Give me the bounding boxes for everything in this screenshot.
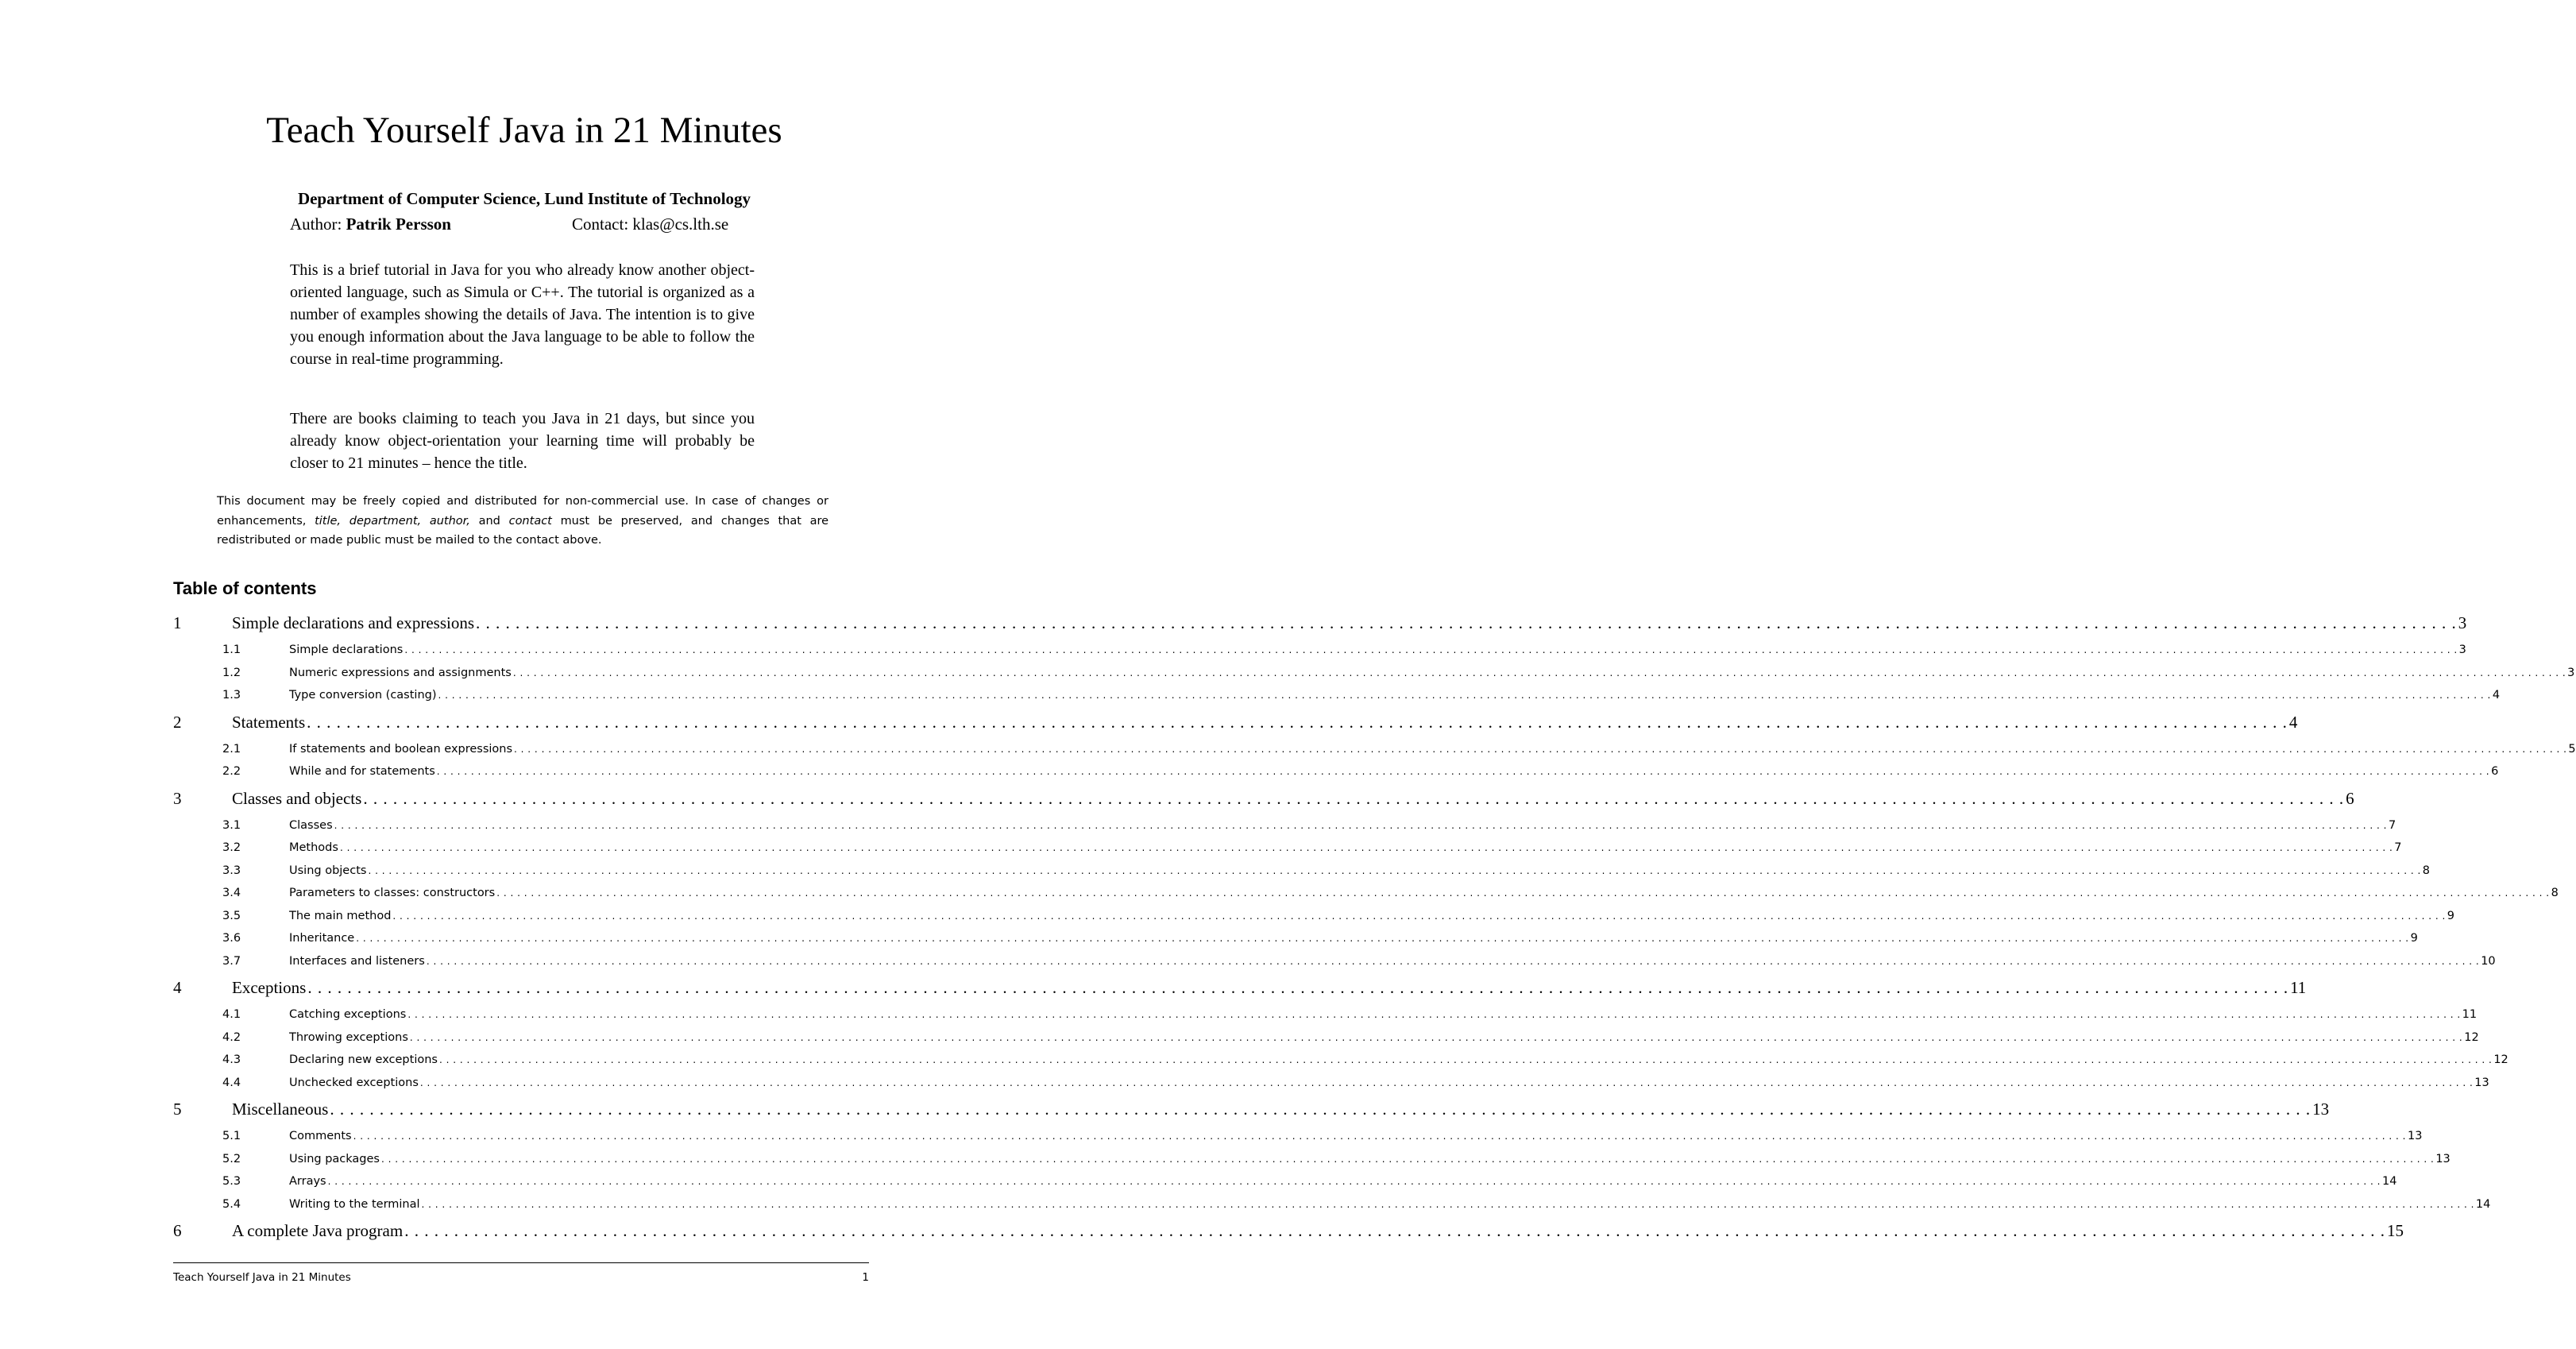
toc-subsection-row[interactable] bbox=[173, 684, 2501, 707]
toc-subsection-page: 3 bbox=[2458, 644, 2466, 656]
toc-subsection-number: 1.1 bbox=[222, 644, 241, 656]
toc-subsection-title: Throwing exceptions bbox=[289, 1030, 408, 1044]
toc-subsection-page: 13 bbox=[2474, 1076, 2489, 1089]
toc-subsection-row[interactable] bbox=[173, 1193, 2491, 1216]
toc-subsection-title: Inheritance bbox=[289, 932, 355, 945]
toc-subsection-row[interactable] bbox=[173, 814, 2396, 837]
toc-leader-dots: . . . . . . . . . . . . . . . . . . . . . . . . . . . . . . . . . . . . . . . . . . . . . . . . . . . . . . . . . . . . . . . . . . . . . . . . . . . . . . . . . . . . . . . . . . . . . . . . . . . . . . . . . . . . . . . . . . . . . . . . . . . . . . . . . . . . . . . . . . . . . . . . . . . . . . . . . . . . . . . . . . . . . . . . . . . . . . . . . . . . . . . . . . . . . . . . . . . . . . . . . . . . . . . . . . . . . . . . . . . . . . . . . . . . . . . . . . . . . . . . . . . . . . . . . . . . . . . . . . . . . . . . . . . . . . . . . . . . . . . . . . . . . . . . . . . . . . . . . . . . bbox=[438, 690, 2491, 701]
toc-subsection-number: 5.2 bbox=[222, 1152, 241, 1165]
toc-subsection-row[interactable] bbox=[173, 1148, 2450, 1171]
toc-leader-dots: . . . . . . . . . . . . . . . . . . . . . . . . . . . . . . . . . . . . . . . . . . . . . . . . . . . . . . . . . . . . . . . . . . . . . . . . . . . . . . . . . . . . . . . . . . . . . . . . . . . . . . . . . . . . . . . . . . . . . . . . . . . . . . . . . . . . . . . . . . . . . . . . . . . . . . . . . . . . . . . . . . . . . . . . . . . . . . . . . . . . . . . . . . . . . . . . . . . . . . . . bbox=[404, 1221, 2385, 1240]
toc-subsection-page: 8 bbox=[2551, 887, 2559, 899]
toc-leader-dots: . . . . . . . . . . . . . . . . . . . . . . . . . . . . . . . . . . . . . . . . . . . . . . . . . . . . . . . . . . . . . . . . . . . . . . . . . . . . . . . . . . . . . . . . . . . . . . . . . . . . . . . . . . . . . . . . . . . . . . . . . . . . . . . . . . . . . . . . . . . . . . . . . . . . . . . . . . . . . . . . . . . . . . . . . . . . . . . . . . . . . . . . . . . . . . . . . . . . . . . . . . . . . . . . . . . . . . . . . . . . . . . . . . . . . . . . . . . . . . . . . . . . . . . . . . . . . . . . . . . . . . . . . . . . . . . . . . . . . . . . . . . . . . . . . . . . . . . . . . . . bbox=[426, 955, 2480, 967]
toc-subsection-title: The main method bbox=[289, 909, 392, 922]
toc-subsection-page: 14 bbox=[2381, 1175, 2397, 1188]
toc-subsection-title: Simple declarations bbox=[289, 644, 404, 656]
toc-leader-dots: . . . . . . . . . . . . . . . . . . . . . . . . . . . . . . . . . . . . . . . . . . . . . . . . . . . . . . . . . . . . . . . . . . . . . . . . . . . . . . . . . . . . . . . . . . . . . . . . . . . . . . . . . . . . . . . . . . . . . . . . . . . . . . . . . . . . . . . . . . . . . . . . . . . . . . . . . . . . . . . . . . . . . . . . . . . . . . . . . . . . . . . . . . . . . . . . . . . . . . . . . . . . . . . . . . . . . . . . . . . . . . . . . . . . . . . . . . . . . . . . . . . . . . . . . . . . . . . . . . . . . . . . . . . . . . . . . . . . . . . . . . . . . . . . . . . . . . . . . . . . bbox=[334, 819, 2387, 831]
toc-section-page: 13 bbox=[2312, 1100, 2330, 1119]
toc-subsection-page: 13 bbox=[2435, 1152, 2450, 1165]
toc-subsection-title: Arrays bbox=[289, 1175, 326, 1188]
toc-subsection-page: 10 bbox=[2481, 954, 2496, 968]
toc-section-number: 6 bbox=[173, 1221, 182, 1240]
toc-subsection-number: 5.4 bbox=[222, 1197, 241, 1211]
toc-leader-dots: . . . . . . . . . . . . . . . . . . . . . . . . . . . . . . . . . . . . . . . . . . . . . . . . . . . . . . . . . . . . . . . . . . . . . . . . . . . . . . . . . . . . . . . . . . . . . . . . . . . . . . . . . . . . . . . . . . . . . . . . . . . . . . . . . . . . . . . . . . . . . . . . . . . . . . . . . . . . . . . . . . . . . . . . . . . . . . . . . . . . . . . . . . . . . . . . . . . . . . . . . . . . . . . . . . . . . . . . . . . . . . . . . . . . . . . . . . . . . . . . . . . . . . . . . . . . . . . . . . . . . . . . . . . . . . . . . . . . . . . . . . . . . . . . . . . . . . . . . . . . bbox=[409, 1031, 2463, 1043]
toc-subsection-row[interactable] bbox=[173, 1049, 2508, 1072]
toc-subsection-number: 4.1 bbox=[222, 1008, 241, 1021]
toc-leader-dots: . . . . . . . . . . . . . . . . . . . . . . . . . . . . . . . . . . . . . . . . . . . . . . . . . . . . . . . . . . . . . . . . . . . . . . . . . . . . . . . . . . . . . . . . . . . . . . . . . . . . . . . . . . . . . . . . . . . . . . . . . . . . . . . . . . . . . . . . . . . . . . . . . . . . . . . . . . . . . . . . . . . . . . . . . . . . . . . . . . . . . . . . . . . . . . . . . . . . . . . . . . . . . . . . . . . . . . . . . . . . . . . . . . . . . . . . . . . . . . . . . . . . . . . . . . . . . . . . . . . . . . . . . . . . . . . . . . . . . . . . . . . . . . . . . . . . . . . . . . . . bbox=[421, 1198, 2474, 1210]
footer-page-number: 1 bbox=[862, 1271, 869, 1284]
author-line bbox=[290, 213, 451, 235]
toc-subsection-row[interactable] bbox=[173, 1170, 2397, 1193]
toc-section-number: 3 bbox=[173, 788, 182, 808]
toc-subsection-row[interactable] bbox=[173, 1003, 2478, 1026]
toc-section-row[interactable] bbox=[173, 783, 2354, 814]
toc-subsection-title: Numeric expressions and assignments bbox=[289, 666, 512, 679]
footer-title: Teach Yourself Java in 21 Minutes bbox=[173, 1271, 351, 1284]
toc-leader-dots: . . . . . . . . . . . . . . . . . . . . . . . . . . . . . . . . . . . . . . . . . . . . . . . . . . . . . . . . . . . . . . . . . . . . . . . . . . . . . . . . . . . . . . . . . . . . . . . . . . . . . . . . . . . . . . . . . . . . . . . . . . . . . . . . . . . . . . . . . . . . . . . . . . . . . . . . . . . . . . . . . . . . . . . . . . . . . . . . . . . . . . . . . . . . . . . . . . . . . . . . . . . . . . . . . . . . . . . . . . . . . . . . . . . . . . . . . . . . . . . . . . . . . . . . . . . . . . . . . . . . . . . . . . . . . . . . . . . . . . . . . . . . . . . . . . . . . . . . . . . . bbox=[404, 644, 2458, 655]
toc-subsection-page: 9 bbox=[2410, 932, 2418, 945]
toc-section-title: Simple declarations and expressions bbox=[232, 613, 475, 632]
toc-leader-dots: . . . . . . . . . . . . . . . . . . . . . . . . . . . . . . . . . . . . . . . . . . . . . . . . . . . . . . . . . . . . . . . . . . . . . . . . . . . . . . . . . . . . . . . . . . . . . . . . . . . . . . . . . . . . . . . . . . . . . . . . . . . . . . . . . . . . . . . . . . . . . . . . . . . . . . . . . . . . . . . . . . . . . . . . . . . . . . . . . . . . . . . . . . . . . . . . . . . . . . . . . . . . . . . . . . . . . . . . . . . . . . . . . . . . . . . . . . . . . . . . . . . . . . . . . . . . . . . . . . . . . . . . . . . . . . . . . . . . . . . . . . . . . . . . . . . . . . . . . . . . bbox=[419, 1076, 2474, 1088]
toc-subsection-title: Classes bbox=[289, 818, 333, 832]
toc-subsection-page: 3 bbox=[2567, 666, 2575, 679]
toc-leader-dots: . . . . . . . . . . . . . . . . . . . . . . . . . . . . . . . . . . . . . . . . . . . . . . . . . . . . . . . . . . . . . . . . . . . . . . . . . . . . . . . . . . . . . . . . . . . . . . . . . . . . . . . . . . . . . . . . . . . . . . . . . . . . . . . . . . . . . . . . . . . . . . . . . . . . . . . . . . . . . . . . . . . . . . . . . . . . . . . . . . . . . . . . . . . . . . . . . . . . . . . . . . . . . . . . . . . . . . . . . . . . . . . . . . . . . . . . . . . . . . . . . . . . . . . . . . . . . . . . . . . . . . . . . . . . . . . . . . . . . . . . . . . . . . . . . . . . . . . . . . . . bbox=[353, 1131, 2406, 1142]
toc-leader-dots: . . . . . . . . . . . . . . . . . . . . . . . . . . . . . . . . . . . . . . . . . . . . . . . . . . . . . . . . . . . . . . . . . . . . . . . . . . . . . . . . . . . . . . . . . . . . . . . . . . . . . . . . . . . . . . . . . . . . . . . . . . . . . . . . . . . . . . . . . . . . . . . . . . . . . . . . . . . . . . . . . . . . . . . . . . . . . . . . . . . . . . . . . . . . . . . . . . . . . . . . . . . . . . . . . . . . . . . . . . . . . . . . . . . . . . . . . . . . . . . . . . . . . . . . . . . . . . . . . . . . . . . . . . . . . . . . . . . . . . . . . . . . . . . . . . . . . . . . . . . . bbox=[512, 667, 2566, 678]
toc-subsection-number: 3.1 bbox=[222, 818, 241, 832]
toc-leader-dots: . . . . . . . . . . . . . . . . . . . . . . . . . . . . . . . . . . . . . . . . . . . . . . . . . . . . . . . . . . . . . . . . . . . . . . . . . . . . . . . . . . . . . . . . . . . . . . . . . . . . . . . . . . . . . . . . . . . . . . . . . . . . . . . . . . . . . . . . . . . . . . . . . . . . . . . . . . . . . . . . . . . . . . . . . . . . . . . . . . . . . . . . . . . . . . . . . . . . . . . . bbox=[307, 712, 2288, 732]
contact-line: Contact: klas@cs.lth.se bbox=[572, 215, 729, 234]
toc-subsection-row[interactable] bbox=[173, 927, 2418, 950]
toc-subsection-title: Writing to the terminal bbox=[289, 1197, 420, 1211]
toc-subsection-row[interactable] bbox=[173, 860, 2431, 883]
toc-subsection-title: Interfaces and listeners bbox=[289, 954, 425, 968]
toc-leader-dots: . . . . . . . . . . . . . . . . . . . . . . . . . . . . . . . . . . . . . . . . . . . . . . . . . . . . . . . . . . . . . . . . . . . . . . . . . . . . . . . . . . . . . . . . . . . . . . . . . . . . . . . . . . . . . . . . . . . . . . . . . . . . . . . . . . . . . . . . . . . . . . . . . . . . . . . . . . . . . . . . . . . . . . . . . . . . . . . . . . . . . . . . . . . . . . . . . . . . . . . . . . . . . . . . . . . . . . . . . . . . . . . . . . . . . . . . . . . . . . . . . . . . . . . . . . . . . . . . . . . . . . . . . . . . . . . . . . . . . . . . . . . . . . . . . . . . . . . . . . . . bbox=[339, 842, 2393, 853]
toc-subsection-number: 3.6 bbox=[222, 932, 241, 945]
toc-subsection-row[interactable] bbox=[173, 1072, 2489, 1095]
toc-leader-dots: . . . . . . . . . . . . . . . . . . . . . . . . . . . . . . . . . . . . . . . . . . . . . . . . . . . . . . . . . . . . . . . . . . . . . . . . . . . . . . . . . . . . . . . . . . . . . . . . . . . . . . . . . . . . . . . . . . . . . . . . . . . . . . . . . . . . . . . . . . . . . . . . . . . . . . . . . . . . . . . . . . . . . . . . . . . . . . . . . . . . . . . . . . . . . . . . . . . . . . . . . . . . . . . . . . . . . . . . . . . . . . . . . . . . . . . . . . . . . . . . . . . . . . . . . . . . . . . . . . . . . . . . . . . . . . . . . . . . . . . . . . . . . . . . . . . . . . . . . . . . bbox=[368, 864, 2421, 876]
abstract-paragraph: There are books claiming to teach you Java in 21 days, but since you already know object-orientation your learning time will probably be closer to 21 minutes – hence the title. bbox=[290, 410, 755, 472]
toc-leader-dots: . . . . . . . . . . . . . . . . . . . . . . . . . . . . . . . . . . . . . . . . . . . . . . . . . . . . . . . . . . . . . . . . . . . . . . . . . . . . . . . . . . . . . . . . . . . . . . . . . . . . . . . . . . . . . . . . . . . . . . . . . . . . . . . . . . . . . . . . . . . . . . . . . . . . . . . . . . . . . . . . . . . . . . . . . . . . . . . . . . . . . . . . . . . . . . . . . . . . . . . . . . . . . . . . . . . . . . . . . . . . . . . . . . . . . . . . . . . . . . . . . . . . . . . . . . . . . . . . . . . . . . . . . . . . . . . . . . . . . . . . . . . . . . . . . . . . . . . . . . . . bbox=[407, 1009, 2461, 1020]
toc-leader-dots: . . . . . . . . . . . . . . . . . . . . . . . . . . . . . . . . . . . . . . . . . . . . . . . . . . . . . . . . . . . . . . . . . . . . . . . . . . . . . . . . . . . . . . . . . . . . . . . . . . . . . . . . . . . . . . . . . . . . . . . . . . . . . . . . . . . . . . . . . . . . . . . . . . . . . . . . . . . . . . . . . . . . . . . . . . . . . . . . . . . . . . . . . . . . . . . . . . . . . . . . . . . . . . . . . . . . . . . . . . . . . . . . . . . . . . . . . . . . . . . . . . . . . . . . . . . . . . . . . . . . . . . . . . . . . . . . . . . . . . . . . . . . . . . . . . . . . . . . . . . . bbox=[514, 743, 2567, 755]
toc-subsection-row[interactable] bbox=[173, 905, 2455, 928]
toc-subsection-number: 1.2 bbox=[222, 666, 241, 679]
toc-subsection-row[interactable] bbox=[173, 639, 2466, 662]
toc-section-title: Statements bbox=[232, 712, 306, 732]
toc-subsection-row[interactable] bbox=[173, 1026, 2479, 1049]
toc-section-page: 6 bbox=[2346, 788, 2354, 808]
footer-rule bbox=[173, 1262, 869, 1263]
toc-leader-dots: . . . . . . . . . . . . . . . . . . . . . . . . . . . . . . . . . . . . . . . . . . . . . . . . . . . . . . . . . . . . . . . . . . . . . . . . . . . . . . . . . . . . . . . . . . . . . . . . . . . . . . . . . . . . . . . . . . . . . . . . . . . . . . . . . . . . . . . . . . . . . . . . . . . . . . . . . . . . . . . . . . . . . . . . . . . . . . . . . . . . . . . . . . . . . . . . . . . . . . . . bbox=[363, 788, 2345, 808]
toc-subsection-number: 5.1 bbox=[222, 1130, 241, 1142]
toc-subsection-number: 4.2 bbox=[222, 1030, 241, 1044]
toc-subsection-title: Unchecked exceptions bbox=[289, 1076, 419, 1089]
toc-subsection-page: 12 bbox=[2464, 1030, 2479, 1044]
license-term-contact: contact bbox=[508, 514, 552, 528]
toc-subsection-number: 3.4 bbox=[222, 887, 241, 899]
author-label: Author: bbox=[290, 215, 342, 234]
toc-leader-dots: . . . . . . . . . . . . . . . . . . . . . . . . . . . . . . . . . . . . . . . . . . . . . . . . . . . . . . . . . . . . . . . . . . . . . . . . . . . . . . . . . . . . . . . . . . . . . . . . . . . . . . . . . . . . . . . . . . . . . . . . . . . . . . . . . . . . . . . . . . . . . . . . . . . . . . . . . . . . . . . . . . . . . . . . . . . . . . . . . . . . . . . . . . . . . . . . . . . . . . . . bbox=[330, 1100, 2311, 1119]
toc-leader-dots: . . . . . . . . . . . . . . . . . . . . . . . . . . . . . . . . . . . . . . . . . . . . . . . . . . . . . . . . . . . . . . . . . . . . . . . . . . . . . . . . . . . . . . . . . . . . . . . . . . . . . . . . . . . . . . . . . . . . . . . . . . . . . . . . . . . . . . . . . . . . . . . . . . . . . . . . . . . . . . . . . . . . . . . . . . . . . . . . . . . . . . . . . . . . . . . . . . . . . . . . . . . . . . . . . . . . . . . . . . . . . . . . . . . . . . . . . . . . . . . . . . . . . . . . . . . . . . . . . . . . . . . . . . . . . . . . . . . . . . . . . . . . . . . . . . . . . . . . . . . . bbox=[380, 1153, 2435, 1165]
license-text-end: must be preserved, and changes that are redistributed or made public must be mailed to the contact above. bbox=[217, 514, 829, 547]
license-notice bbox=[217, 492, 828, 551]
toc-subsection-row[interactable] bbox=[173, 950, 2496, 973]
toc-heading: Table of contents bbox=[173, 578, 317, 598]
toc-subsection-page: 5 bbox=[2568, 742, 2576, 756]
toc-subsection-number: 3.5 bbox=[222, 909, 241, 922]
toc-section-number: 5 bbox=[173, 1100, 182, 1119]
toc-subsection-title: If statements and boolean expressions bbox=[289, 742, 513, 756]
toc-section-row[interactable] bbox=[173, 707, 2298, 738]
toc-leader-dots: . . . . . . . . . . . . . . . . . . . . . . . . . . . . . . . . . . . . . . . . . . . . . . . . . . . . . . . . . . . . . . . . . . . . . . . . . . . . . . . . . . . . . . . . . . . . . . . . . . . . . . . . . . . . . . . . . . . . . . . . . . . . . . . . . . . . . . . . . . . . . . . . . . . . . . . . . . . . . . . . . . . . . . . . . . . . . . . . . . . . . . . . . . . . . . . . . . . . . . . . bbox=[476, 613, 2457, 632]
toc-subsection-title: Type conversion (casting) bbox=[289, 689, 437, 702]
toc-section-number: 2 bbox=[173, 712, 182, 732]
toc-subsection-row[interactable] bbox=[173, 760, 2499, 783]
toc-leader-dots: . . . . . . . . . . . . . . . . . . . . . . . . . . . . . . . . . . . . . . . . . . . . . . . . . . . . . . . . . . . . . . . . . . . . . . . . . . . . . . . . . . . . . . . . . . . . . . . . . . . . . . . . . . . . . . . . . . . . . . . . . . . . . . . . . . . . . . . . . . . . . . . . . . . . . . . . . . . . . . . . . . . . . . . . . . . . . . . . . . . . . . . . . . . . . . . . . . . . . . . . . . . . . . . . . . . . . . . . . . . . . . . . . . . . . . . . . . . . . . . . . . . . . . . . . . . . . . . . . . . . . . . . . . . . . . . . . . . . . . . . . . . . . . . . . . . . . . . . . . . . bbox=[392, 910, 2446, 922]
toc-subsection-row[interactable] bbox=[173, 1125, 2423, 1148]
toc-leader-dots: . . . . . . . . . . . . . . . . . . . . . . . . . . . . . . . . . . . . . . . . . . . . . . . . . . . . . . . . . . . . . . . . . . . . . . . . . . . . . . . . . . . . . . . . . . . . . . . . . . . . . . . . . . . . . . . . . . . . . . . . . . . . . . . . . . . . . . . . . . . . . . . . . . . . . . . . . . . . . . . . . . . . . . . . . . . . . . . . . . . . . . . . . . . . . . . . . . . . . . . . . . . . . . . . . . . . . . . . . . . . . . . . . . . . . . . . . . . . . . . . . . . . . . . . . . . . . . . . . . . . . . . . . . . . . . . . . . . . . . . . . . . . . . . . . . . . . . . . . . . . bbox=[436, 766, 2490, 777]
toc-subsection-number: 3.3 bbox=[222, 864, 241, 877]
license-term-title: title, bbox=[315, 514, 342, 528]
toc-section-row[interactable] bbox=[173, 1094, 2330, 1125]
toc-subsection-row[interactable] bbox=[173, 882, 2559, 905]
toc-subsection-number: 2.1 bbox=[222, 742, 241, 756]
toc-section-page: 4 bbox=[2288, 712, 2298, 732]
toc-subsection-page: 8 bbox=[2422, 864, 2431, 877]
toc-subsection-page: 12 bbox=[2493, 1053, 2508, 1066]
toc-section-row[interactable] bbox=[173, 608, 2467, 639]
toc-subsection-title: Declaring new exceptions bbox=[289, 1053, 438, 1066]
toc-subsection-title: Using objects bbox=[289, 864, 367, 877]
toc-section-page: 11 bbox=[2290, 978, 2307, 997]
toc-subsection-title: Using packages bbox=[289, 1152, 380, 1165]
toc-subsection-number: 3.7 bbox=[222, 954, 241, 968]
toc-subsection-number: 5.3 bbox=[222, 1175, 241, 1188]
toc-section-title: Exceptions bbox=[232, 978, 307, 997]
toc-subsection-page: 6 bbox=[2491, 765, 2499, 778]
toc-leader-dots: . . . . . . . . . . . . . . . . . . . . . . . . . . . . . . . . . . . . . . . . . . . . . . . . . . . . . . . . . . . . . . . . . . . . . . . . . . . . . . . . . . . . . . . . . . . . . . . . . . . . . . . . . . . . . . . . . . . . . . . . . . . . . . . . . . . . . . . . . . . . . . . . . . . . . . . . . . . . . . . . . . . . . . . . . . . . . . . . . . . . . . . . . . . . . . . . . . . . . . . . . . . . . . . . . . . . . . . . . . . . . . . . . . . . . . . . . . . . . . . . . . . . . . . . . . . . . . . . . . . . . . . . . . . . . . . . . . . . . . . . . . . . . . . . . . . . . . . . . . . . bbox=[356, 933, 2409, 944]
toc-subsection-page: 4 bbox=[2492, 689, 2501, 702]
toc-subsection-number: 1.3 bbox=[222, 689, 241, 702]
toc-subsection-title: Catching exceptions bbox=[289, 1008, 407, 1021]
toc-leader-dots: . . . . . . . . . . . . . . . . . . . . . . . . . . . . . . . . . . . . . . . . . . . . . . . . . . . . . . . . . . . . . . . . . . . . . . . . . . . . . . . . . . . . . . . . . . . . . . . . . . . . . . . . . . . . . . . . . . . . . . . . . . . . . . . . . . . . . . . . . . . . . . . . . . . . . . . . . . . . . . . . . . . . . . . . . . . . . . . . . . . . . . . . . . . . . . . . . . . . . . . . . . . . . . . . . . . . . . . . . . . . . . . . . . . . . . . . . . . . . . . . . . . . . . . . . . . . . . . . . . . . . . . . . . . . . . . . . . . . . . . . . . . . . . . . . . . . . . . . . . . . bbox=[496, 887, 2550, 899]
abstract-paragraph: This is a brief tutorial in Java for you who already know another object-oriented language, such as Simula or C++. The tutorial is organized as a number of examples showing the details of Java. The intention is to give you enough information about the Java language to be able to follow the course in real-time programming. bbox=[290, 261, 755, 368]
toc-section-row[interactable] bbox=[173, 972, 2307, 1003]
toc-section-page: 15 bbox=[2386, 1221, 2404, 1240]
toc-section-page: 3 bbox=[2458, 613, 2467, 632]
toc-subsection-number: 2.2 bbox=[222, 765, 241, 778]
toc-leader-dots: . . . . . . . . . . . . . . . . . . . . . . . . . . . . . . . . . . . . . . . . . . . . . . . . . . . . . . . . . . . . . . . . . . . . . . . . . . . . . . . . . . . . . . . . . . . . . . . . . . . . . . . . . . . . . . . . . . . . . . . . . . . . . . . . . . . . . . . . . . . . . . . . . . . . . . . . . . . . . . . . . . . . . . . . . . . . . . . . . . . . . . . . . . . . . . . . . . . . . . . . . . . . . . . . . . . . . . . . . . . . . . . . . . . . . . . . . . . . . . . . . . . . . . . . . . . . . . . . . . . . . . . . . . . . . . . . . . . . . . . . . . . . . . . . . . . . . . . . . . . . bbox=[327, 1176, 2381, 1187]
toc-section-row[interactable] bbox=[173, 1216, 2404, 1247]
toc-section-title: Classes and objects bbox=[232, 788, 362, 808]
toc-section-title: A complete Java program bbox=[232, 1221, 404, 1240]
license-term-department: department, bbox=[349, 514, 422, 528]
author-name: Patrik Persson bbox=[346, 215, 451, 234]
toc-subsection-page: 13 bbox=[2407, 1130, 2423, 1142]
toc-section-number: 4 bbox=[173, 978, 182, 997]
toc-subsection-number: 4.3 bbox=[222, 1053, 241, 1066]
license-term-author: author, bbox=[429, 514, 470, 528]
toc-section-title: Miscellaneous bbox=[232, 1100, 329, 1119]
document-title: Teach Yourself Java in 21 Minutes bbox=[266, 110, 782, 151]
toc-subsection-row[interactable] bbox=[173, 662, 2575, 685]
toc-subsection-page: 11 bbox=[2462, 1008, 2478, 1021]
table-of-contents bbox=[173, 608, 2576, 1247]
toc-subsection-title: Methods bbox=[289, 841, 338, 854]
toc-subsection-page: 7 bbox=[2394, 841, 2402, 854]
license-text: This document may be freely copied and distributed for non-commercial use. In case of changes or enhancements, bbox=[217, 495, 828, 528]
department-line: Department of Computer Science, Lund Institute of Technology bbox=[297, 189, 751, 208]
toc-subsection-row[interactable] bbox=[173, 837, 2402, 860]
toc-subsection-row[interactable] bbox=[173, 738, 2576, 761]
toc-subsection-number: 3.2 bbox=[222, 841, 241, 854]
toc-subsection-title: While and for statements bbox=[289, 765, 435, 778]
toc-leader-dots: . . . . . . . . . . . . . . . . . . . . . . . . . . . . . . . . . . . . . . . . . . . . . . . . . . . . . . . . . . . . . . . . . . . . . . . . . . . . . . . . . . . . . . . . . . . . . . . . . . . . . . . . . . . . . . . . . . . . . . . . . . . . . . . . . . . . . . . . . . . . . . . . . . . . . . . . . . . . . . . . . . . . . . . . . . . . . . . . . . . . . . . . . . . . . . . . . . . . . . . . . . . . . . . . . . . . . . . . . . . . . . . . . . . . . . . . . . . . . . . . . . . . . . . . . . . . . . . . . . . . . . . . . . . . . . . . . . . . . . . . . . . . . . . . . . . . . . . . . . . . bbox=[438, 1054, 2493, 1065]
toc-subsection-page: 9 bbox=[2447, 909, 2455, 922]
toc-subsection-page: 7 bbox=[2388, 818, 2396, 832]
toc-subsection-page: 14 bbox=[2475, 1197, 2491, 1211]
toc-subsection-title: Comments bbox=[289, 1130, 352, 1142]
toc-leader-dots: . . . . . . . . . . . . . . . . . . . . . . . . . . . . . . . . . . . . . . . . . . . . . . . . . . . . . . . . . . . . . . . . . . . . . . . . . . . . . . . . . . . . . . . . . . . . . . . . . . . . . . . . . . . . . . . . . . . . . . . . . . . . . . . . . . . . . . . . . . . . . . . . . . . . . . . . . . . . . . . . . . . . . . . . . . . . . . . . . . . . . . . . . . . . . . . . . . . . . . . . bbox=[307, 978, 2289, 997]
license-and: and bbox=[478, 514, 500, 528]
toc-subsection-title: Parameters to classes: constructors bbox=[289, 887, 496, 899]
toc-subsection-number: 4.4 bbox=[222, 1076, 241, 1089]
toc-section-number: 1 bbox=[173, 613, 182, 632]
